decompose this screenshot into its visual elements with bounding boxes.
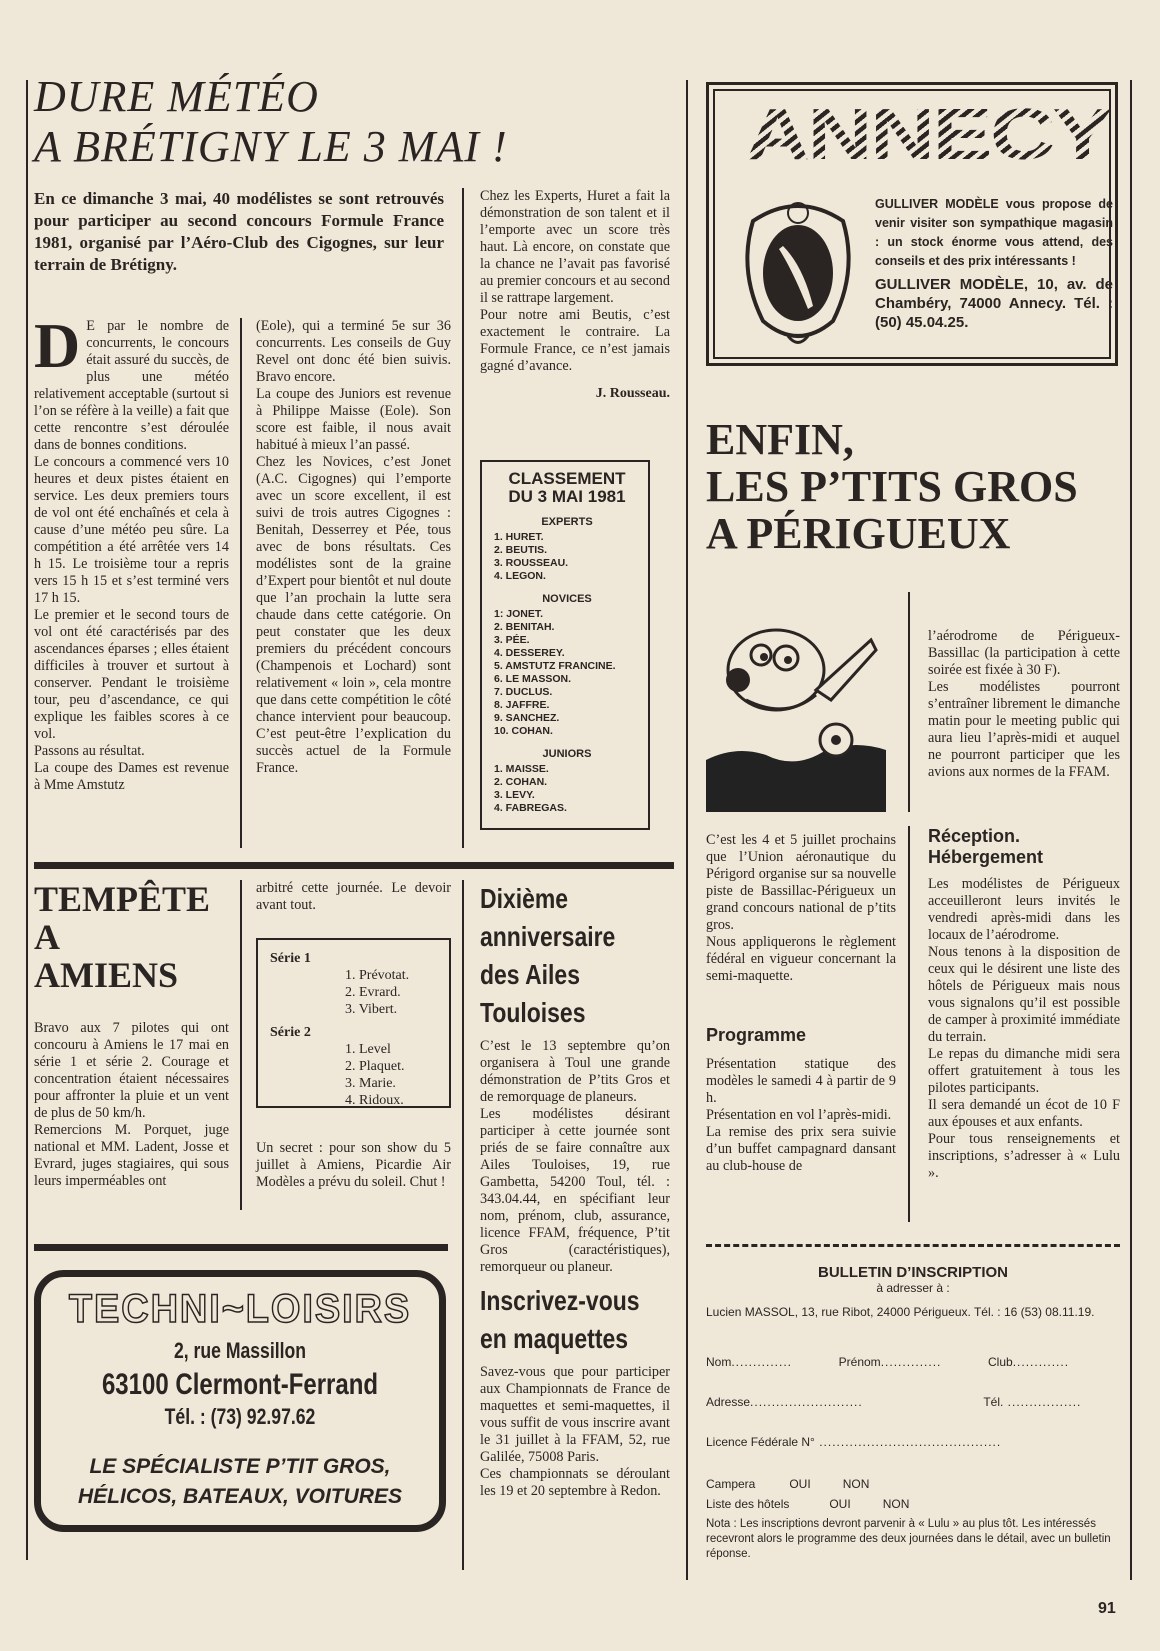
section-divider bbox=[34, 1244, 448, 1251]
form-row-identity bbox=[706, 1355, 1120, 1369]
perigueux-column-left bbox=[706, 832, 896, 1175]
classement-list bbox=[494, 608, 640, 738]
reception-heading bbox=[928, 826, 1120, 868]
paragraph: E par le nombre de concurrents, le concours était assuré du succès, de plus une météo relativement acceptable (surtout si l’on se réfère à la veille) a fait que cette rencontre s’est déroulée dans de bonnes conditions. bbox=[34, 318, 229, 453]
classement-title bbox=[494, 470, 640, 506]
paragraph: Les modélistes pourront s’entraîner librement le dimanche matin pour le meeting public qui aura lieu l’après-midi et auquel ne pourront participer que les avions aux normes de la FFAM. bbox=[928, 679, 1120, 780]
title-line-2: A bbox=[34, 917, 60, 957]
column-rule bbox=[240, 318, 242, 848]
title-line-1: DURE MÉTÉO bbox=[34, 72, 319, 121]
ad-slogan-2: HÉLICOS, BATEAUX, VOITURES bbox=[78, 1485, 402, 1508]
club-label: Club bbox=[988, 1355, 1013, 1369]
article-toul bbox=[480, 880, 680, 1500]
paragraph: Il sera demandé un écot de 10 F aux épouses et aux enfants. bbox=[928, 1097, 1120, 1130]
paragraph: Remercions M. Porquet, juge national et MM. Ladent, Josse et Evrard, juges stagiaires, qui sous leurs imperméables ont bbox=[34, 1122, 229, 1189]
classement-entry: 1. HURET. bbox=[494, 531, 544, 543]
classement-title-line-2: DU 3 MAI 1981 bbox=[508, 487, 626, 506]
classement-entry: 2. BENITAH. bbox=[494, 621, 555, 633]
classement-group-heading: NOVICES bbox=[542, 593, 592, 605]
paragraph: Un secret : pour son show du 5 juillet à Amiens, Picardie Air Modèles a prévu du soleil. Chut ! bbox=[256, 1140, 451, 1190]
paragraph: Présentation en vol l’après-midi. bbox=[706, 1107, 892, 1123]
ad-annecy-address: GULLIVER MODÈLE, 10, av. de Chambéry, 74000 Annecy. Tél. : (50) 45.04.25. bbox=[875, 276, 1113, 331]
form-title: BULLETIN D’INSCRIPTION bbox=[818, 1264, 1008, 1281]
amiens-column-1 bbox=[34, 1020, 229, 1190]
title-line-2: LES P’TITS GROS bbox=[706, 462, 1078, 511]
paragraph: Les modélistes désirant participer à cette journée sont priés de se faire connaître aux Ailes Touloises, 19, rue Gambetta, 54200 Toul, tél. : 343.04.44, en spécifiant leur nom, prénom, club, assurance, licence FFAM, fréquence, P’tit Gros (caractéristiques), remorqueur ou planeur. bbox=[480, 1106, 670, 1275]
nom-field[interactable]: .............. bbox=[731, 1355, 793, 1369]
form-subtitle: à adresser à : bbox=[876, 1281, 950, 1295]
classement-entry: 10. COHAN. bbox=[494, 725, 553, 737]
maquettes-title-line-2: en maquettes bbox=[480, 1323, 629, 1354]
form-row-hotels bbox=[706, 1497, 1120, 1511]
classement-group-heading: JUNIORS bbox=[542, 748, 592, 760]
ad-street: 2, rue Massillon bbox=[173, 1338, 307, 1363]
perigueux-column-right-top bbox=[928, 628, 1120, 781]
hotels-oui-option[interactable]: OUI bbox=[829, 1497, 851, 1511]
serie-entry: 1. Prévotat. bbox=[345, 968, 410, 983]
title-line-1: Dixième bbox=[480, 883, 569, 914]
title-line-3: A PÉRIGUEUX bbox=[706, 509, 1011, 558]
classement-list bbox=[494, 531, 640, 583]
paragraph: Les modélistes de Périgueux acceuilleront leurs invités le vendredi après-midi dans les locaux de l’aérodrome. bbox=[928, 876, 1120, 943]
cartoon-dog-with-plane bbox=[706, 600, 886, 812]
article-bretigny-title bbox=[34, 72, 674, 172]
classement-entry: 3. LEVY. bbox=[494, 789, 535, 801]
reception-text bbox=[928, 876, 1120, 1182]
perigueux-column-right-bottom bbox=[928, 826, 1120, 1182]
hotels-non-option[interactable]: NON bbox=[882, 1497, 910, 1511]
column-rule bbox=[462, 188, 464, 848]
serie-entry: 3. Marie. bbox=[345, 1076, 396, 1091]
ad-phone: Tél. : (73) 92.97.62 bbox=[164, 1404, 316, 1429]
classement-entry: 5. AMSTUTZ FRANCINE. bbox=[494, 660, 616, 672]
toul-text bbox=[480, 1038, 670, 1276]
serie-list bbox=[270, 1041, 437, 1109]
paragraph: La coupe des Dames est revenue à Mme Amstutz bbox=[34, 760, 229, 793]
classement-title-line-1: CLASSEMENT bbox=[508, 469, 626, 488]
form-row-campera bbox=[706, 1477, 1120, 1491]
classement-entry: 7. DUCLUS. bbox=[494, 686, 553, 698]
serie-entry: 2. Evrard. bbox=[345, 985, 401, 1000]
classement-entry: 4. DESSEREY. bbox=[494, 647, 565, 659]
paragraph: Ces championnats se déroulant les 19 et 20 septembre à Redon. bbox=[480, 1466, 670, 1499]
article-bretigny-lead: En ce dimanche 3 mai, 40 modélistes se sont retrouvés pour participer au second concours Formule France 1981, organisé par l’Aéro-Club des Cigognes, sur leur terrain de Brétigny. bbox=[34, 189, 444, 274]
classement-entry: 6. LE MASSON. bbox=[494, 673, 572, 685]
ad-techni-loisirs bbox=[34, 1270, 446, 1532]
paragraph: Pour notre ami Beutis, c’est exactement le contraire. La Formule France, ce n’est jamais gagné d’avance. bbox=[480, 307, 670, 374]
column-rule bbox=[462, 880, 464, 1570]
ad-city: 63100 Clermont-Ferrand bbox=[101, 1368, 379, 1401]
tel-field[interactable]: ................. bbox=[1003, 1395, 1082, 1409]
classement-group-heading: EXPERTS bbox=[541, 516, 593, 528]
serie-entry: 1. Level bbox=[345, 1042, 391, 1057]
classement-groups bbox=[494, 516, 640, 815]
techni-loisirs-logo: TECHNI~LOISIRS bbox=[68, 1287, 412, 1331]
nom-label: Nom bbox=[706, 1355, 732, 1369]
classement-entry: 3. PÉE. bbox=[494, 634, 530, 646]
column-rule bbox=[240, 880, 242, 1210]
registration-form bbox=[706, 1264, 1120, 1562]
article-amiens-title bbox=[34, 880, 234, 994]
tel-label: Tél. bbox=[983, 1395, 1004, 1409]
section-divider bbox=[34, 862, 674, 869]
author-signature: J. Rousseau. bbox=[595, 386, 670, 401]
amiens-secret bbox=[256, 1140, 451, 1191]
cartoon-dog-icon bbox=[706, 600, 886, 812]
classement-entry: 2. COHAN. bbox=[494, 776, 548, 788]
column-rule bbox=[908, 592, 910, 812]
ad-annecy-text bbox=[875, 195, 1113, 336]
bretigny-column-1 bbox=[34, 310, 229, 794]
maquettes-title-line-1: Inscrivez-vous bbox=[480, 1285, 640, 1316]
hotels-label: Liste des hôtels bbox=[706, 1497, 790, 1511]
title-line-3: des Ailes bbox=[480, 959, 580, 990]
serie-entry: 2. Plaquet. bbox=[345, 1059, 405, 1074]
reception-heading-line-2: Hébergement bbox=[928, 847, 1044, 867]
ad-annecy-pitch: GULLIVER MODÈLE vous propose de venir visiter son sympathique magasin : un stock énorme vous attend, des conseils et des prix intéressants ! bbox=[875, 197, 1113, 268]
reception-heading-line-1: Réception. bbox=[928, 826, 1021, 846]
paragraph: (Eole), qui a terminé 5e sur 36 concurrents. Les conseils de Guy Revel ont donc été bien suivis. Bravo encore. bbox=[256, 318, 451, 385]
title-line-1: TEMPÊTE bbox=[34, 879, 211, 919]
classement-entry: 9. SANCHEZ. bbox=[494, 712, 560, 724]
cut-line bbox=[706, 1244, 1120, 1247]
prenom-field[interactable]: .............. bbox=[880, 1355, 942, 1369]
series-results-box bbox=[256, 938, 451, 1108]
amiens-column-2 bbox=[256, 880, 451, 914]
paragraph: C’est les 4 et 5 juillet prochains que l’Union aéronautique du Périgord organise sur sa nouvelle piste de Bassillac-Périgueux un grand concours national de p’tits gros. bbox=[706, 832, 896, 933]
paragraph: La coupe des Juniors est revenue à Philippe Maisse (Eole). Son score est faible, il nous avait habitué à mieux l’an passé. bbox=[256, 386, 451, 453]
ad-annecy bbox=[706, 82, 1118, 366]
classement-entry: 2. BEUTIS. bbox=[494, 544, 548, 556]
title-line-2: A BRÉTIGNY LE 3 MAI ! bbox=[34, 122, 508, 171]
programme-heading: Programme bbox=[706, 1025, 807, 1045]
series-list bbox=[270, 950, 437, 1109]
form-row-licence bbox=[706, 1435, 1120, 1449]
form-address: Lucien MASSOL, 13, rue Ribot, 24000 Périgueux. Tél. : 16 (53) 08.11.19. bbox=[706, 1305, 1095, 1319]
column-rule bbox=[908, 826, 910, 1222]
paragraph: Nous appliquerons le règlement fédéral en vigueur concernant la semi-maquette. bbox=[706, 934, 896, 984]
ad-annecy-inner bbox=[713, 89, 1111, 359]
paragraph: La remise des prix sera suivie d’un buffet campagnard dansant au club-house de bbox=[706, 1124, 896, 1174]
classement-box bbox=[480, 460, 650, 830]
campera-label: Campera bbox=[706, 1477, 756, 1491]
serie-heading: Série 2 bbox=[270, 1025, 311, 1040]
paragraph: Chez les Experts, Huret a fait la démonstration de son talent et il l’emporte avec un score très haut. Là encore, on constate que la chance ne l’avait pas favorisé au premier concours et au second il se rattrape largement. bbox=[480, 188, 670, 306]
adresse-field[interactable]: .......................... bbox=[750, 1395, 863, 1409]
annecy-logo: ANNECY bbox=[745, 95, 1111, 175]
adresse-label: Adresse bbox=[706, 1395, 751, 1409]
bretigny-column-3 bbox=[480, 188, 670, 402]
ad-slogan-1: LE SPÉCIALISTE P’TIT GROS, bbox=[89, 1455, 391, 1478]
paragraph: arbitré cette journée. Le devoir avant tout. bbox=[256, 880, 451, 913]
paragraph: C’est le 13 septembre qu’on organisera à Toul une grande démonstration de P’tits Gros et de remorquage de planeurs. bbox=[480, 1038, 670, 1105]
paragraph: Nous tenons à la disposition de ceux qui le désirent une liste des hôtels de Périgueux mais nous vous signalons qu’il est possible de camper à proximité immédiate du terrain. bbox=[928, 944, 1120, 1045]
paragraph: Chez les Novices, c’est Jonet (A.C. Cigognes) qui l’emporte avec un score excellent, il est suivi de trois autres Cigognes : Benitah, Desserrey et Pée, tous avec de bons résultats. Ces modélistes sont de la graine d’Expert pour bientôt et nul doute que l’an prochain la lutte sera chaude dans cette catégorie. On peut constater que les deux premiers du précédent concours (Champenois et Lochard) sont relativement « loin », cela montre que dans cette compétition le côté chance intervient pour beaucoup. C’est peut-être l’explication du succès actuel de la Formule France. bbox=[256, 454, 451, 776]
club-field[interactable]: ............. bbox=[1012, 1355, 1070, 1369]
serie-list bbox=[270, 967, 437, 1018]
paragraph: Pour tous renseignements et inscriptions, s’adresser à « Lulu ». bbox=[928, 1131, 1120, 1181]
serie-entry: 4. Ridoux. bbox=[345, 1093, 404, 1108]
classement-entry: 8. JAFFRE. bbox=[494, 699, 550, 711]
paragraph: Le concours a commencé vers 10 heures et deux pistes étaient en service. Les deux premiers tours de vol ont été enchaînés et cela à cause d’une météo peu sûre. La compétition a été arrêtée vers 14 h 15. Le troisième tour a repris vers 15 h 15 et s’est terminé vers 17 h 15. bbox=[34, 454, 229, 606]
title-line-4: Touloises bbox=[480, 997, 586, 1028]
bretigny-column-2 bbox=[256, 318, 451, 777]
title-line-2: anniversaire bbox=[480, 921, 616, 952]
dropcap: D bbox=[34, 310, 81, 381]
classement-list bbox=[494, 763, 640, 815]
paragraph: Le repas du dimanche midi sera offert gratuitement à tous les pilotes participants. bbox=[928, 1046, 1120, 1096]
paragraph: Présentation statique des modèles le samedi 4 à partir de 9 h. bbox=[706, 1056, 896, 1106]
center-column-rule bbox=[686, 80, 688, 1580]
serie-heading: Série 1 bbox=[270, 951, 311, 966]
serie-entry: 3. Vibert. bbox=[345, 1002, 398, 1017]
right-border-rule bbox=[1130, 80, 1132, 1580]
paragraph: Bravo aux 7 pilotes qui ont concouru à Amiens le 17 mai en série 1 et série 2. Courage et concentration étaient nécessaires pour affronter la pluie et un vent de plus de 50 km/h. bbox=[34, 1020, 229, 1121]
form-nota: Nota : Les inscriptions devront parvenir à « Lulu » au plus tôt. Les intéressés recevront alors le programme des deux journées dans le détail, avec un bulletin réponse. bbox=[706, 1518, 1111, 1560]
prenom-label: Prénom bbox=[838, 1355, 881, 1369]
paragraph: Savez-vous que pour participer aux Championnats de France de maquettes et semi-maquettes, il vous suffit de vous inscrire avant le 31 juillet à la FFAM, 52, rue Galilée, 75008 Paris. bbox=[480, 1364, 670, 1465]
classement-entry: 3. ROUSSEAU. bbox=[494, 557, 569, 569]
form-row-address bbox=[706, 1395, 1120, 1409]
paragraph: l’aérodrome de Périgueux-Bassillac (la participation à cette soirée est fixée à 30 F). bbox=[928, 628, 1120, 678]
coat-of-arms-icon bbox=[733, 191, 863, 351]
left-border-rule bbox=[26, 80, 28, 1560]
licence-field[interactable]: .......................................... bbox=[814, 1435, 1002, 1449]
campera-oui-option[interactable]: OUI bbox=[789, 1477, 811, 1491]
licence-label: Licence Fédérale N° bbox=[706, 1435, 815, 1449]
article-perigueux-title bbox=[706, 416, 1126, 557]
maquettes-text bbox=[480, 1364, 670, 1500]
title-line-3: AMIENS bbox=[34, 955, 179, 995]
paragraph: Passons au résultat. bbox=[34, 743, 145, 759]
title-line-1: ENFIN, bbox=[706, 415, 854, 464]
classement-entry: 4. FABREGAS. bbox=[494, 802, 567, 814]
classement-entry: 1: JONET. bbox=[494, 608, 544, 620]
classement-entry: 1. MAISSE. bbox=[494, 763, 549, 775]
page-number: 91 bbox=[1098, 1600, 1116, 1617]
paragraph: Le premier et le second tours de vol ont été caractérisés par des ascendances éparses ; elles étaient difficiles à trouver et surtout à conserver. Pendant le troisième tour, peu d’ascendance, ce qui explique les faibles scores à ce vol. bbox=[34, 607, 229, 742]
campera-non-option[interactable]: NON bbox=[842, 1477, 870, 1491]
classement-entry: 4. LEGON. bbox=[494, 570, 546, 582]
